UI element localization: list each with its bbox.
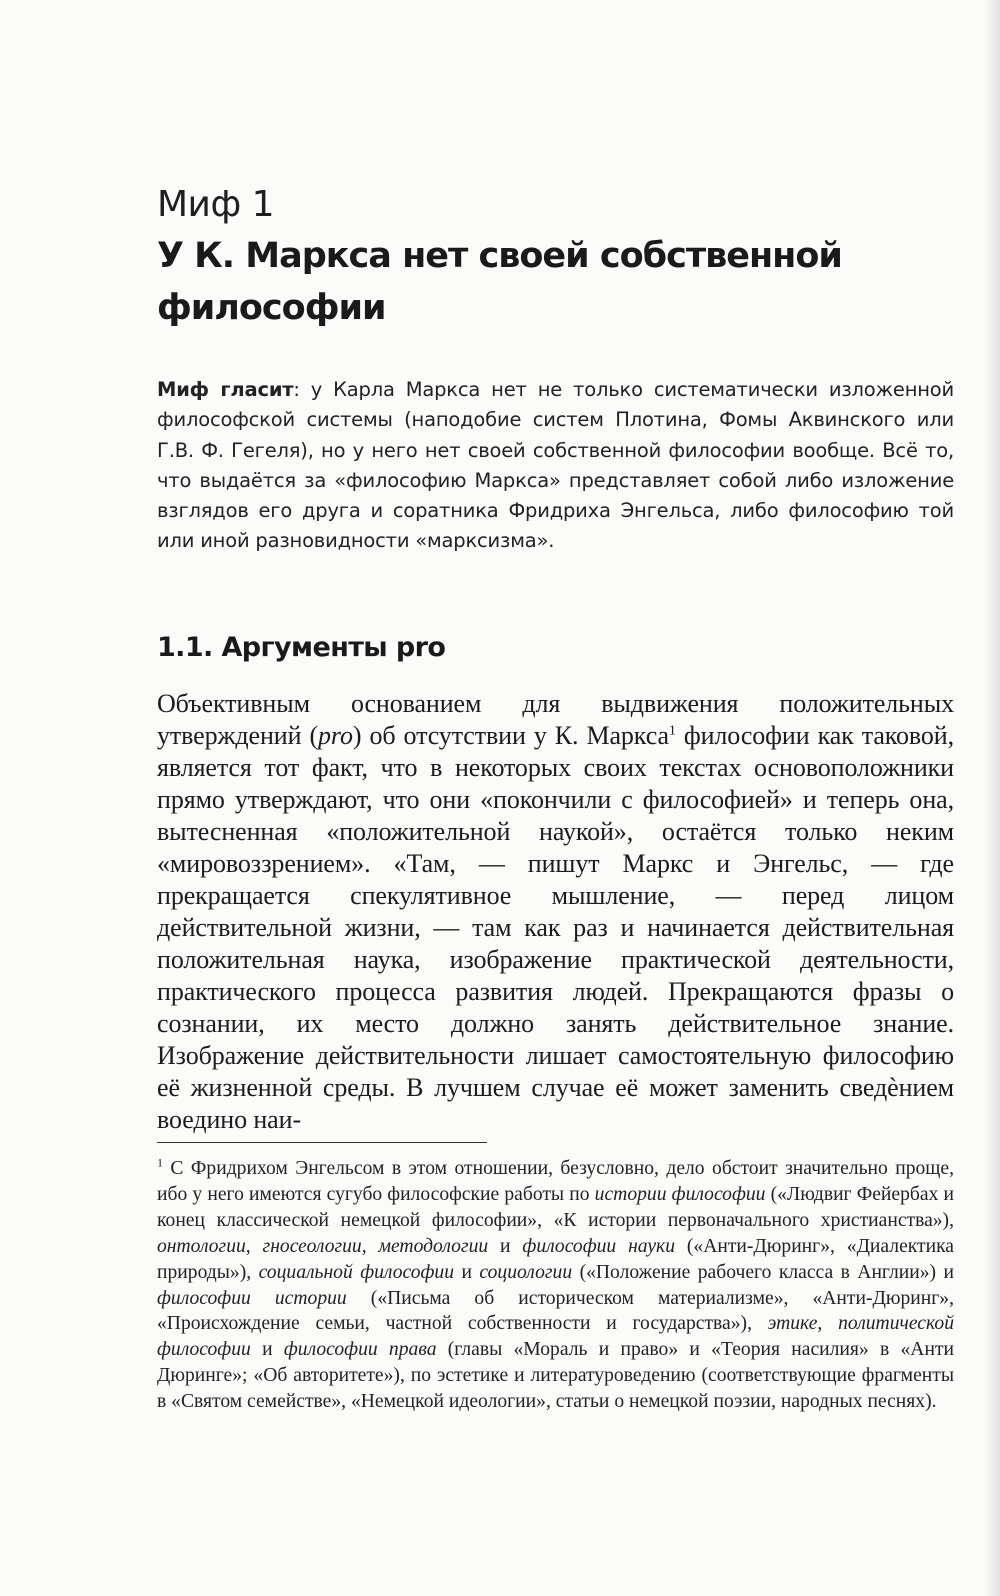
section-heading: 1.1. Аргументы pro (157, 632, 446, 663)
myth-statement-label: Миф гласит (157, 378, 294, 401)
footnote-text: («Письма об историческом материализме», «Анти-Дюринг», «Происхождение семьи, частной собственности и государства»), (157, 1287, 954, 1335)
body-text-part: ) об отсутствии у К. Маркса (352, 721, 669, 750)
footnote-italic: социологии (479, 1261, 573, 1283)
body-paragraph (157, 688, 954, 1136)
chapter-number: Миф 1 (157, 184, 275, 225)
footnote-italic: философии науки (522, 1235, 675, 1257)
footnote-italic: социальной философии (258, 1261, 455, 1283)
footnote-italic: онтологии, гносеологии, методологии (157, 1235, 489, 1257)
body-text-part: Объективным основанием для выдвижения положительных утверждений ( (157, 689, 954, 750)
footnote-text: и (454, 1261, 480, 1283)
footnote-italic: этике, политической философии (157, 1313, 954, 1361)
page-edge-shadow (984, 0, 1000, 1596)
footnote-number: 1 (157, 1155, 163, 1170)
footnote-text: и (488, 1235, 523, 1257)
body-text-part: философии как таковой, является тот факт, что в некоторых своих текстах основоположники прямо утверждают, что они «покончили с философией» и теперь она, вытесненная «положительной наукой», остаётся только неким «мировоззрением». «Там, — пишут Маркс и Энгельс, — где прекращается спекулятивное мышление, — перед лицом действительной жизни, — там как раз и начинается действительная положительная наука, изображение практической деятельности, практического процесса развития людей. Прекращаются фразы о сознании, их место должно занять действительное знание. Изображение действительности лишает самостоятельную философию её жизненной среды. В лучшем случае её может заменить сведѐнием воедино наи- (157, 721, 955, 1134)
footnote-divider (157, 1142, 487, 1143)
chapter-title: У К. Маркса нет своей собственной философии (157, 236, 842, 328)
footnote-text: («Людвиг Фейербах и конец классической немецкой философии», «К истории первоначального христианства»), (157, 1183, 955, 1231)
footnote (157, 1156, 954, 1415)
footnote-text: (главы «Мораль и право» и «Теория насилия» в «Анти Дюринге»; «Об авторитете»), по эстетике и литературоведению (соответствующие фрагменты в «Святом семействе», «Немецкой идеологии», статьи о немецкой поэзии, народных песнях). (157, 1339, 954, 1413)
footnote-reference[interactable]: 1 (668, 723, 676, 739)
footnote-italic: истории философии (594, 1183, 766, 1205)
footnote-text: С Фридрихом Энгельсом в этом отношении, безусловно, дело обстоит значительно проще, ибо у него имеются сугубо философские работы по (157, 1158, 954, 1205)
footnote-text: и (250, 1339, 284, 1361)
footnote-text: («Анти-Дюринг», «Диалектика природы»), (157, 1235, 954, 1283)
myth-statement-text: : у Карла Маркса нет не только систематически изложенной философской системы (наподобие систем Плотина, Фомы Аквинского или Г.В. Ф. Гегеля), но у него нет своей собственной философии вообще. Всё то, что выдаётся за «философию Маркса» представляет собой либо изложение взглядов его друга и соратника Фридриха Энгельса, либо философию той или иной разновидности «марксизма». (157, 378, 955, 553)
footnote-italic: философии истории (157, 1287, 347, 1309)
footnote-italic: философии права (283, 1339, 437, 1361)
body-text-pro: pro (318, 721, 353, 750)
footnote-text: («Положение рабочего класса в Англии») и (572, 1261, 954, 1283)
myth-statement (157, 375, 954, 557)
